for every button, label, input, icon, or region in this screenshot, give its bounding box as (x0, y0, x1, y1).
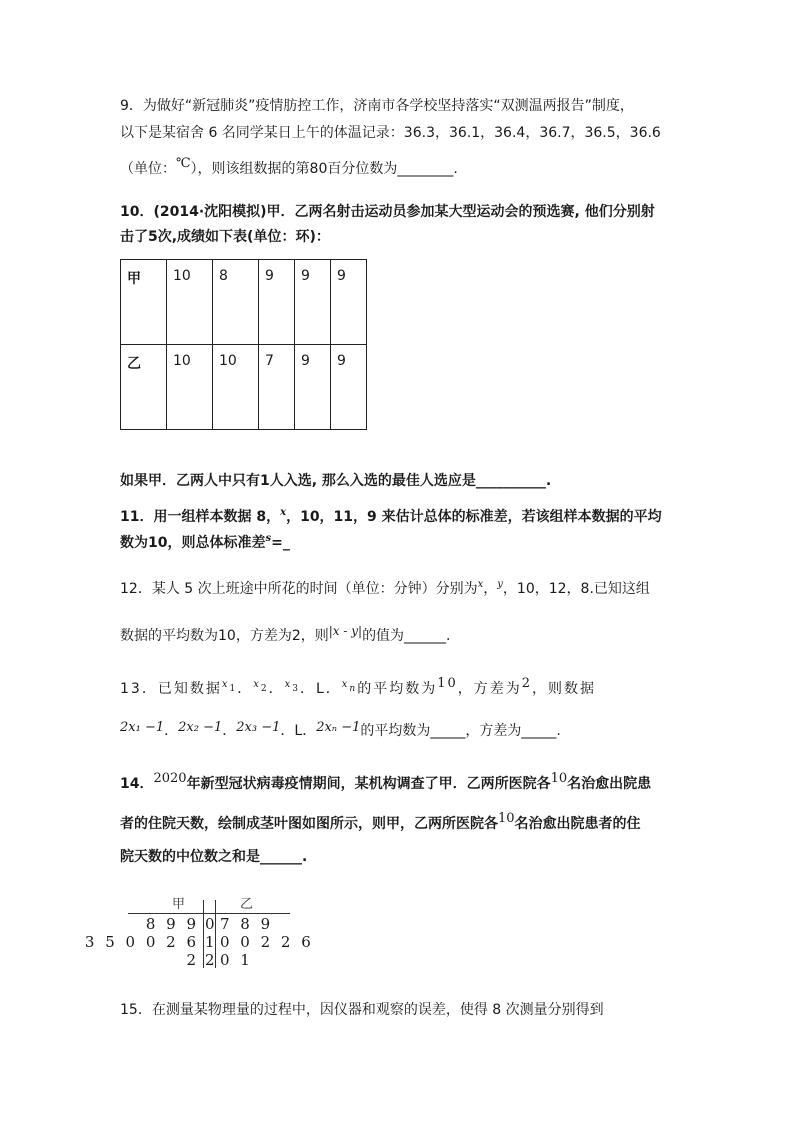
q14-ten: 10 (550, 771, 568, 786)
q13-dots-2: L (294, 723, 303, 739)
q12-var-y: y (497, 579, 503, 590)
q13-line1-pre: 13．已知数据 (120, 681, 222, 697)
q12-var-x: x (477, 579, 484, 590)
q14-ten-2: 10 (498, 811, 515, 826)
stemleaf-right-leaves: 7 8 9 (220, 915, 274, 933)
q12-abs-expr: |x - y| (328, 624, 363, 638)
q12-line1-pre: 12．某人 5 次上班途中所花的时间（单位：分钟）分别为 (120, 581, 478, 597)
q14-num: 14． (120, 776, 154, 792)
q13-x3: x (284, 679, 293, 690)
q14-year: 2020 (153, 771, 187, 786)
q9-line1: 9．为做好“新冠肺炎”疫情肪控工作，济南市各学校坚持落实“双测温两报告”制度， (120, 98, 634, 114)
q9-line3-pre: （单位： (120, 161, 176, 177)
stemleaf-stem: 2 (205, 951, 218, 969)
table-cell: 10 (167, 260, 213, 345)
q10-after: 如果甲．乙两人中只有1人入选, 那么入选的最佳人选应是__________. (120, 473, 552, 489)
q13-en: 2xₙ −1 (316, 720, 361, 735)
stemleaf-right-leaves: 0 0 2 2 6 (220, 933, 314, 951)
q14-line3: 院天数的中位数之和是______. (120, 849, 308, 865)
q13-xn: x (341, 679, 350, 690)
table-cell: 乙 (121, 345, 167, 430)
q12-line1-post: ，10，12，8.已知这组 (502, 581, 650, 597)
q11-line2-post: =_ (271, 535, 290, 551)
q15-line1: 15．在测量某物理量的过程中，因仪器和观察的误差，使得 8 次测量分别得到 (120, 1002, 604, 1018)
stemleaf-stem: 0 (205, 915, 218, 933)
table-cell: 10 (167, 345, 213, 430)
q13-s2: 2 (260, 684, 269, 694)
table-cell: 9 (295, 345, 331, 430)
table-cell: 9 (331, 345, 367, 430)
q9-line3 (120, 156, 458, 179)
q14-line1 (120, 771, 652, 794)
q11-line1-post: ，10，11，9 来估计总体的标准差，若该组样本数据的平均 (286, 509, 662, 525)
table-cell: 8 (213, 260, 259, 345)
q10-line2: 击了5次,成绩如下表(单位：环)： (120, 229, 330, 245)
q13-e1: 2x₁ −1 (120, 720, 165, 735)
q11-line2-pre: 数为10，则总体标准差 (120, 535, 266, 551)
q12-line2-post: 的值为______. (362, 628, 451, 644)
stemleaf-left-leaves: 8 9 9 (145, 915, 199, 933)
q14-line2-end: 名治愈出院患者的住 (514, 816, 641, 832)
q14-line1-post: 年新型冠状病毒疫情期间，某机构调查了甲．乙两所医院各 (186, 776, 551, 792)
q14-line1-end: 名治愈出院患 (567, 776, 652, 792)
q14-line2 (120, 811, 641, 834)
q11-line1 (120, 508, 662, 528)
q13-s1: 1 (229, 684, 238, 694)
q12-line1 (120, 580, 650, 600)
q13-s3: 3 (292, 684, 300, 694)
q12-sep: ， (483, 581, 498, 597)
q14-line2-pre: 者的住院天数，绘制成茎叶图如图所示，则甲，乙两所医院各 (120, 816, 498, 832)
stemleaf-left-leaves: 2 (186, 951, 199, 969)
table-row (121, 345, 367, 430)
stemleaf-stem: 1 (205, 933, 218, 951)
q9-line2: 以下是某宿舍 6 名同学某日上午的体温记录：36.3，36.1，36.4，36.7，36.5，36.6 (120, 125, 661, 141)
q13-dots: L (315, 681, 326, 697)
q13-e3: 2x₃ −1 (236, 720, 281, 735)
q13-line1-post: ，则数据 (532, 681, 597, 697)
q13-line2-post: 的平均数为_____，方差为_____. (360, 723, 561, 739)
stemleaf-head-right: 乙 (240, 897, 254, 912)
q9-unit: ℃ (176, 156, 191, 171)
table-cell: 9 (259, 260, 295, 345)
table-cell: 9 (295, 260, 331, 345)
q11-var-s: s (265, 533, 272, 544)
stemleaf-divider-left (203, 900, 204, 968)
q11-var-x: x (280, 507, 287, 518)
stemleaf-left-leaves: 3 5 0 0 2 6 (84, 933, 199, 951)
q13-sn: n (349, 684, 358, 694)
q11-line2 (120, 534, 290, 554)
table-cell: 9 (331, 260, 367, 345)
q10-line1: 10．(2014·沈阳模拟)甲．乙两名射击运动员参加某大型运动会的预选赛, 他们分别射 (120, 204, 655, 220)
q13-line1-mid2: ，方差为 (457, 681, 522, 697)
table-cell: 甲 (121, 260, 167, 345)
q11-line1-pre: 11．用一组样本数据 8， (120, 509, 281, 525)
q13-line1: 13．已知数据$^x$1．$^x$2．$^x$3．L．$^x$n的平均数为10，方差为2，则数据 (120, 676, 597, 697)
q13-x2: x (253, 679, 261, 690)
q13-var: 2 (521, 676, 533, 691)
q10-score-table (120, 259, 367, 430)
q13-e2: 2x₂ −1 (178, 720, 223, 735)
table-row (121, 260, 367, 345)
table-cell: 10 (213, 345, 259, 430)
stemleaf-top-rule (128, 913, 290, 914)
q13-mean: 10 (437, 676, 458, 691)
table-cell: 7 (259, 345, 295, 430)
q13-line2: 2x₁ −1．2x₂ −1．2x₃ −1．L．2xₙ −1的平均数为_____，方差为_____. (120, 720, 561, 739)
stemleaf-head-left: 甲 (172, 897, 186, 912)
q12-line2-pre: 数据的平均数为10，方差为2，则 (120, 628, 329, 644)
q13-x1: x (221, 679, 230, 690)
stemleaf-right-leaves: 0 1 (220, 951, 253, 969)
q9-line3-post: ），则该组数据的第80百分位数为________. (190, 161, 458, 177)
q13-line1-mid: 的平均数为 (357, 681, 438, 697)
q12-line2 (120, 624, 451, 645)
